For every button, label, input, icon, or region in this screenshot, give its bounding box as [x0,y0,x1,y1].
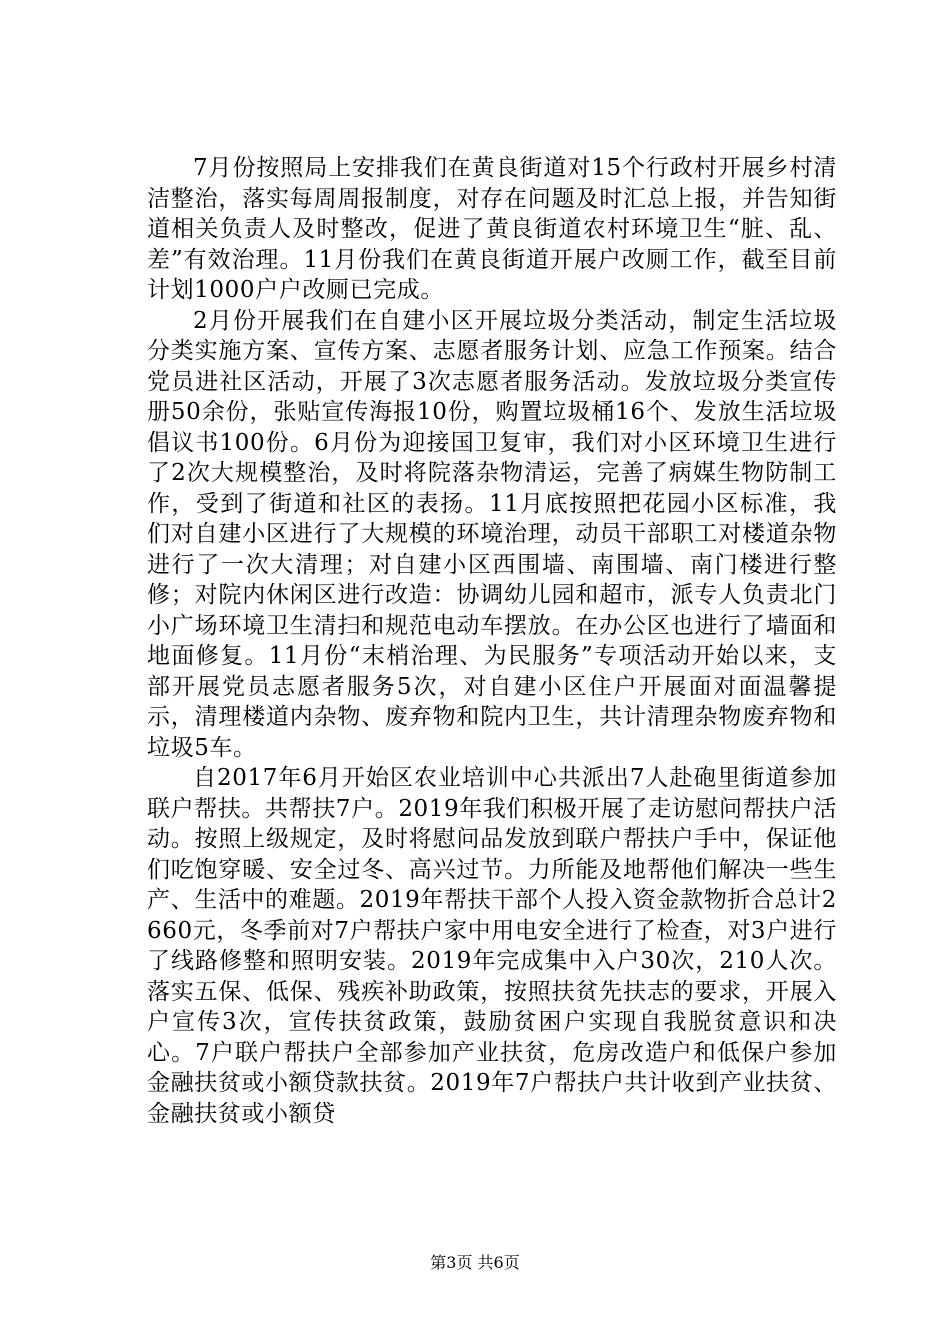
paragraph-sanitation: 7月份按照局上安排我们在黄良街道对15个行政村开展乡村清洁整治，落实每周周报制度，对存在问题及时汇总上报，并告知街道相关负责人及时整改，促进了黄良街道农村环境卫生“脏、乱、差”有效治理。11月份我们在黄良街道开展户改厕工作，截至目前计划1000户户改厕已完成。 [147,155,837,303]
page-footer: 第3页 共6页 [430,1253,520,1272]
document-body [147,153,837,1129]
paragraph-garbage-sorting: 2月份开展我们在自建小区开展垃圾分类活动，制定生活垃圾分类实施方案、宣传方案、志愿者服务计划、应急工作预案。结合党员进社区活动，开展了3次志愿者服务活动。发放垃圾分类宣传册50余份，张贴宣传海报10份，购置垃圾桶16个、发放生活垃圾倡议书100份。6月份为迎接国卫复审，我们对小区环境卫生进行了2次大规模整治，及时将院落杂物清运，完善了病媒生物防制工作，受到了街道和社区的表扬。11月底按照把花园小区标准，我们对自建小区进行了大规模的环境治理，动员干部职工对楼道杂物进行了一次大清理；对自建小区西围墙、南围墙、南门楼进行整修；对院内休闲区进行改造：协调幼儿园和超市，派专人负责北门小广场环境卫生清扫和规范电动车摆放。在办公区也进行了墙面和地面修复。11月份“末梢治理、为民服务”专项活动开始以来，支部开展党员志愿者服务5次，对自建小区住户开展面对面温馨提示，清理楼道内杂物、废弃物和院内卫生，共计清理杂物废弃物和垃圾5车。 [147,307,837,761]
paragraph-poverty-assistance: 自2017年6月开始区农业培训中心共派出7人赴砲里街道参加联户帮扶。共帮扶7户。2019年我们积极开展了走访慰问帮扶户活动。按照上级规定，及时将慰问品发放到联户帮扶户手中，保证他们吃饱穿暖、安全过冬、高兴过节。力所能及地帮他们解决一些生产、生活中的难题。2019年帮扶干部个人投入资金款物折合总计2660元，冬季前对7户帮扶户家中用电安全进行了检查，对3户进行了线路修整和照明安装。2019年完成集中入户30次，210人次。落实五保、低保、残疾补助政策，按照扶贫先扶志的要求，开展入户宣传3次，宣传扶贫政策，鼓励贫困户实现自我脱贫意识和决心。7户联户帮扶户全部参加产业扶贫，危房改造户和低保户参加金融扶贫或小额贷款扶贫。2019年7户帮扶户共计收到产业扶贫、金融扶贫或小额贷 [147,765,837,1127]
